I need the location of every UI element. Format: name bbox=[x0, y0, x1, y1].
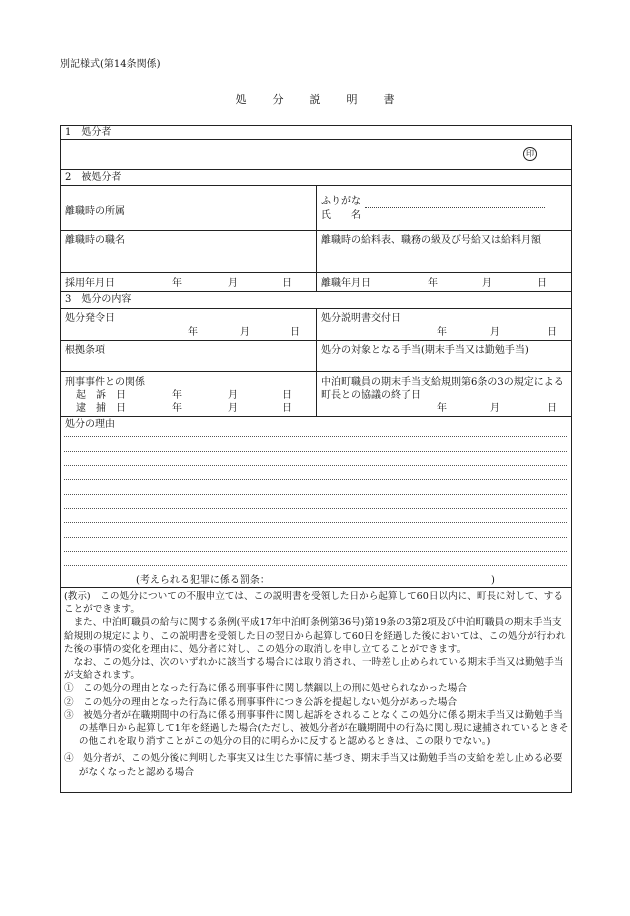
delivery-date-label: 処分説明書交付日 bbox=[321, 313, 401, 324]
reason-line bbox=[64, 537, 567, 538]
reason-line bbox=[64, 451, 567, 452]
indictment-date-label: 起 訴 日 bbox=[76, 390, 126, 401]
date-month: 月 bbox=[228, 278, 238, 289]
legal-basis-label: 根拠条項 bbox=[65, 345, 105, 356]
penal-clause-open: (考えられる犯罪に係る罰条： bbox=[136, 575, 270, 586]
reason-line bbox=[64, 551, 567, 552]
reason-line bbox=[64, 479, 567, 480]
notice-item: ② この処分の理由となった行為に係る刑事事件につき公訴を提起しない処分があった場合 bbox=[64, 696, 458, 708]
seal-mark: 印 bbox=[523, 147, 537, 161]
section-3-heading: 3 処分の内容 bbox=[65, 294, 132, 305]
arrest-date-label: 逮 捕 日 bbox=[76, 403, 126, 414]
dept-label: 離職時の所属 bbox=[65, 206, 125, 217]
section-1-heading: 1 処分者 bbox=[65, 127, 112, 138]
penal-clause-close: ) bbox=[491, 575, 495, 586]
date-year: 年 bbox=[428, 278, 438, 289]
date-day: 日 bbox=[282, 278, 292, 289]
retire-date-label: 離職年月日 bbox=[321, 278, 371, 289]
date-month: 月 bbox=[228, 403, 238, 414]
date-year: 年 bbox=[172, 278, 182, 289]
criminal-case-label: 刑事事件との関係 bbox=[65, 377, 145, 388]
date-year: 年 bbox=[188, 327, 198, 338]
reason-line bbox=[64, 494, 567, 495]
notice-block bbox=[64, 590, 569, 779]
hire-date-label: 採用年月日 bbox=[65, 278, 115, 289]
reason-line bbox=[64, 465, 567, 466]
reason-line bbox=[64, 522, 567, 523]
notice-item: ① この処分の理由となった行為に係る刑事事件に関し禁錮以上の刑に処せられなかった場合 bbox=[64, 683, 467, 695]
date-day: 日 bbox=[290, 327, 300, 338]
notice-paragraph: なお、この処分は、次のいずれかに該当する場合には取り消され、一時差し止められている期末手当又は勤勉手当が支給されます。 bbox=[64, 657, 564, 682]
section-2-heading: 2 被処分者 bbox=[65, 172, 122, 183]
reason-label: 処分の理由 bbox=[65, 419, 115, 430]
date-day: 日 bbox=[537, 278, 547, 289]
consultation-label-line-1: 中泊町職員の期末手当支給規則第6条の3の規定による bbox=[321, 377, 564, 388]
reason-line bbox=[64, 436, 567, 437]
position-label: 離職時の職名 bbox=[65, 235, 125, 246]
notice-item: ③ 被処分者が在職期間中の行為に係る刑事事件に関し起訴をされることなくこの処分に係る期末手当又は勤勉手当の基準日から起算して1年を経過した場合(ただし、被処分者が在職期間中の行為に関し現に逮捕されているときその他これを取り消すことがこの処分の目的に明らかに反すると認めるときは、この限りでない。) bbox=[64, 709, 569, 748]
date-month: 月 bbox=[490, 327, 500, 338]
notice-paragraph: (教示) この処分についての不服申立ては、この説明書を受領した日から起算して60日以内に、町長に対して、することができます。 bbox=[64, 591, 563, 616]
salary-label: 離職時の給料表、職務の級及び号給又は給料月額 bbox=[321, 235, 541, 246]
allowance-type-label: 処分の対象となる手当(期末手当又は勤勉手当) bbox=[321, 345, 529, 356]
reason-line bbox=[64, 565, 567, 566]
date-year: 年 bbox=[437, 403, 447, 414]
furigana-label: ふりがな bbox=[321, 196, 361, 207]
date-year: 年 bbox=[172, 403, 182, 414]
date-year: 年 bbox=[437, 327, 447, 338]
date-day: 日 bbox=[282, 403, 292, 414]
date-day: 日 bbox=[547, 403, 557, 414]
form-label: 別記様式(第14条関係) bbox=[60, 59, 161, 70]
furigana-line bbox=[365, 207, 545, 208]
consultation-label-line-2: 町長との協議の終了日 bbox=[321, 390, 421, 401]
order-date-label: 処分発令日 bbox=[65, 313, 115, 324]
date-year: 年 bbox=[172, 390, 182, 401]
date-month: 月 bbox=[228, 390, 238, 401]
reason-line bbox=[64, 508, 567, 509]
date-day: 日 bbox=[547, 327, 557, 338]
notice-paragraph: また、中泊町職員の給与に関する条例(平成17年中泊町条例第36号)第19条の3第2項及び中泊町職員の期末手当支給規則の規定により、この説明書を受領した日の翌日から起算して60日を経過した後においては、この処分が行われた後の事情の変化を理由に、処分者に対し、この処分の取消しを申し立てることができます。 bbox=[64, 617, 566, 655]
notice-item: ④ 処分者が、この処分後に判明した事実又は生じた事情に基づき、期末手当又は勤勉手当の支給を差し止める必要がなくなったと認める場合 bbox=[64, 753, 563, 778]
name-label: 氏 名 bbox=[321, 210, 361, 221]
date-month: 月 bbox=[240, 327, 250, 338]
date-month: 月 bbox=[482, 278, 492, 289]
date-day: 日 bbox=[282, 390, 292, 401]
document-title: 処分説明書 bbox=[235, 93, 421, 106]
date-month: 月 bbox=[490, 403, 500, 414]
